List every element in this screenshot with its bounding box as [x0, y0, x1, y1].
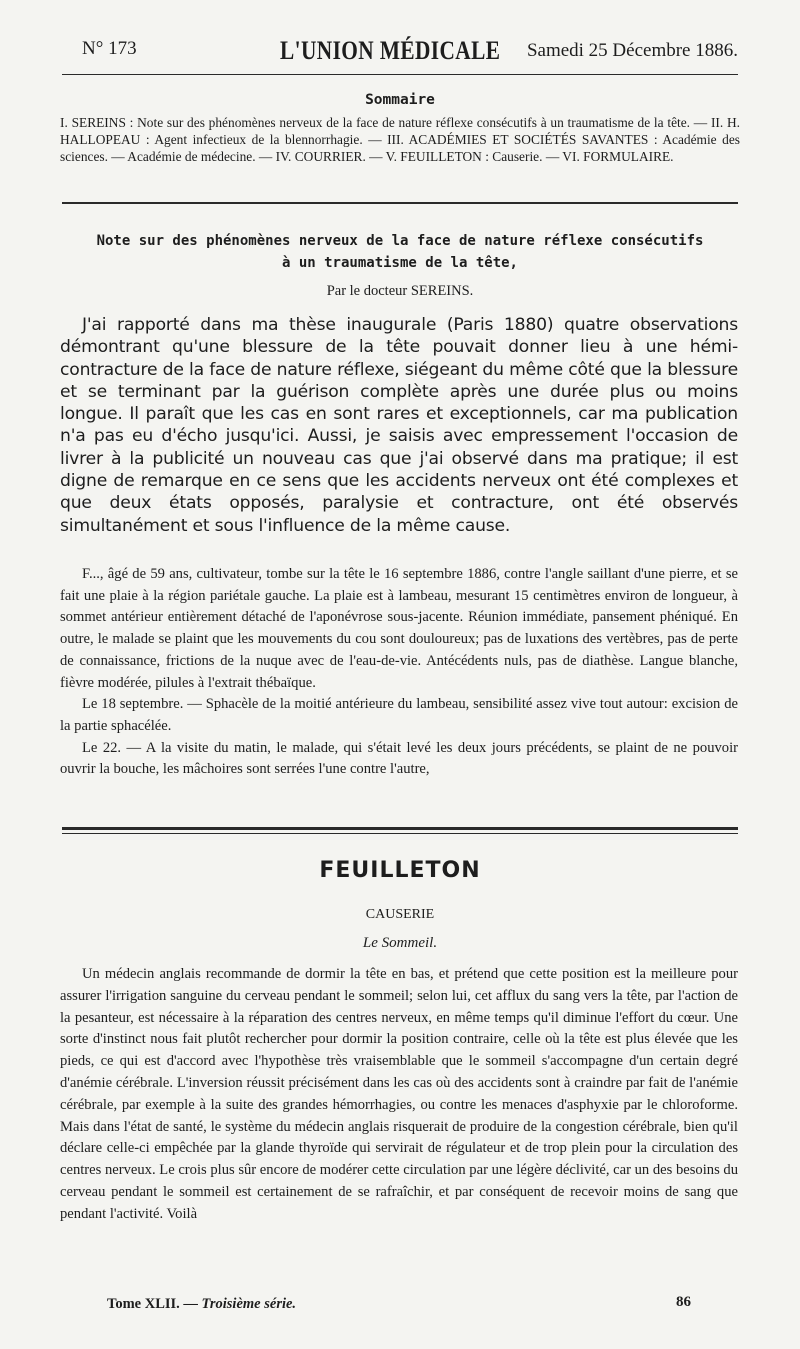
feuilleton-paragraph: Un médecin anglais recommande de dormir la tête en bas, et prétend que cette position est la meilleure pour assurer l'irrigation sanguine du cerveau pendant le sommeil; selon lui, cet afflux du sang vers la tête, par l'action de la pesanteur, est nécessaire à la réparation des centres nerveux, en même temps qu'il diminue l'effort du cœur. Une sorte d'instinct nous fait plutôt rechercher pour dormir la position contraire, celle où la tête est plus élevée que les pieds, ce qui est d'accord avec l'hypothèse très vraisemblable que le sommeil s'accompagne d'un certain degré d'anémie cérébrale. L'inversion réussit précisément dans les cas où des accidents sont à craindre par fait de l'anémie cérébrale, par exemple à la suite des grandes hémorrhagies, ou contre les menaces d'asphyxie par le chloroforme. Mais dans l'état de santé, le système du médecin anglais risquerait de produire de la congestion cérébrale, bien qu'il déclare celle-ci empêchée par la glande thyroïde qui servirait de régulateur et de trop plein pour la circulation des centres nerveux. Le crois plus sûr encore de modérer cette circulation par une légère déclivité, car un des besoins du cerveau pendant le sommeil est certainement de se rafraîchir, et par conséquent de recevoir moins de sang que pendant l'activité. Voilà: [60, 966, 738, 1222]
feuilleton-rule-bottom: [62, 833, 738, 834]
feuilleton-body: [60, 964, 738, 1226]
feuilleton-rule-top: [62, 827, 738, 830]
article-byline: Par le docteur SEREINS.: [326, 283, 474, 299]
feuilleton-subtitle: Le Sommeil.: [362, 935, 438, 951]
issue-date: Samedi 25 Décembre 1886.: [526, 40, 738, 61]
sommaire-rule: [62, 202, 738, 204]
page-number: 86: [676, 1294, 691, 1310]
footer-volume: [107, 1296, 296, 1313]
case-paragraph-3: Le 22. — A la visite du matin, le malade, qui s'était levé les deux jours précédents, se plaint de ne pouvoir ouvrir la bouche, les mâchoires sont serrées l'une contre l'autre,: [60, 739, 738, 778]
article-intro: [60, 314, 738, 537]
sommaire-title: Sommaire: [365, 92, 435, 108]
footer-volume-label: Tome XLII. —: [107, 1296, 198, 1312]
case-paragraph-2: Le 18 septembre. — Sphacèle de la moitié antérieure du lambeau, sensibilité assez vive tout autour: excision de la partie sphacélée.: [60, 696, 738, 734]
journal-title: L'UNION MÉDICALE: [280, 36, 501, 65]
article-title: [60, 230, 740, 274]
page-header: [82, 38, 738, 72]
sommaire-text: I. SEREINS : Note sur des phénomènes nerveux de la face de nature réflexe consécutifs à un traumatisme de la tête. — II. H. HALLOPEAU : Agent infectieux de la blennorrhagie. — III. ACADÉMIES ET SOCIÉTÉS SAVANTES : Académie des sciences. — Académie de médecine. — IV. COURRIER. — V. FEUILLETON : Causerie. — VI. FORMULAIRE.: [60, 115, 740, 164]
case-paragraph-1: F..., âgé de 59 ans, cultivateur, tombe sur la tête le 16 septembre 1886, contre l'angle saillant d'une pierre, et se fait une plaie à la région pariétale gauche. La plaie est à lambeau, mesurant 15 centimètres environ de longueur, à sommet antérieur entièrement détaché de l'aponévrose sous-jacente. Réunion immédiate, pansement phéniqué. En outre, le malade se plaint que les mouvements du cou sont douloureux; pas de luxations des vertèbres, pas de perte de connaissance, frictions de la nuque avec de l'eau-de-vie. Antécédents nuls, pas de diathèse. Langue blanche, fièvre modérée, pilules à l'extrait thébaïque.: [60, 566, 738, 691]
feuilleton-section: CAUSERIE: [365, 907, 435, 922]
case-report: [60, 564, 738, 781]
header-rule: [62, 74, 738, 75]
article-title-line-1: Note sur des phénomènes nerveux de la face de nature réflexe consécutifs: [96, 233, 704, 249]
article-title-line-2: à un traumatisme de la tête,: [281, 255, 518, 271]
feuilleton-heading: FEUILLETON: [319, 858, 481, 883]
footer-series: Troisième série.: [201, 1296, 297, 1312]
article-intro-paragraph: J'ai rapporté dans ma thèse inaugurale (Paris 1880) quatre observations démontrant qu'une blessure de la tête pouvait donner lieu à une hémi-contracture de la face de nature réflexe, siégeant du même côté que la blessure et se terminant par la guérison complète après une durée plus ou moins longue. Il paraît que les cas en sont rares et exceptionnels, car ma publication n'a pas eu d'écho jusqu'ici. Aussi, je saisis avec empressement l'occasion de livrer à la publicité un nouveau cas que j'ai observé dans ma pratique; il est digne de remarque en ce sens que les accidents nerveux ont été complexes et que deux états opposés, paralysie et contracture, ont été observés simultanément et sous l'influence de la même cause.: [60, 315, 738, 536]
issue-number: N° 173: [82, 38, 137, 59]
